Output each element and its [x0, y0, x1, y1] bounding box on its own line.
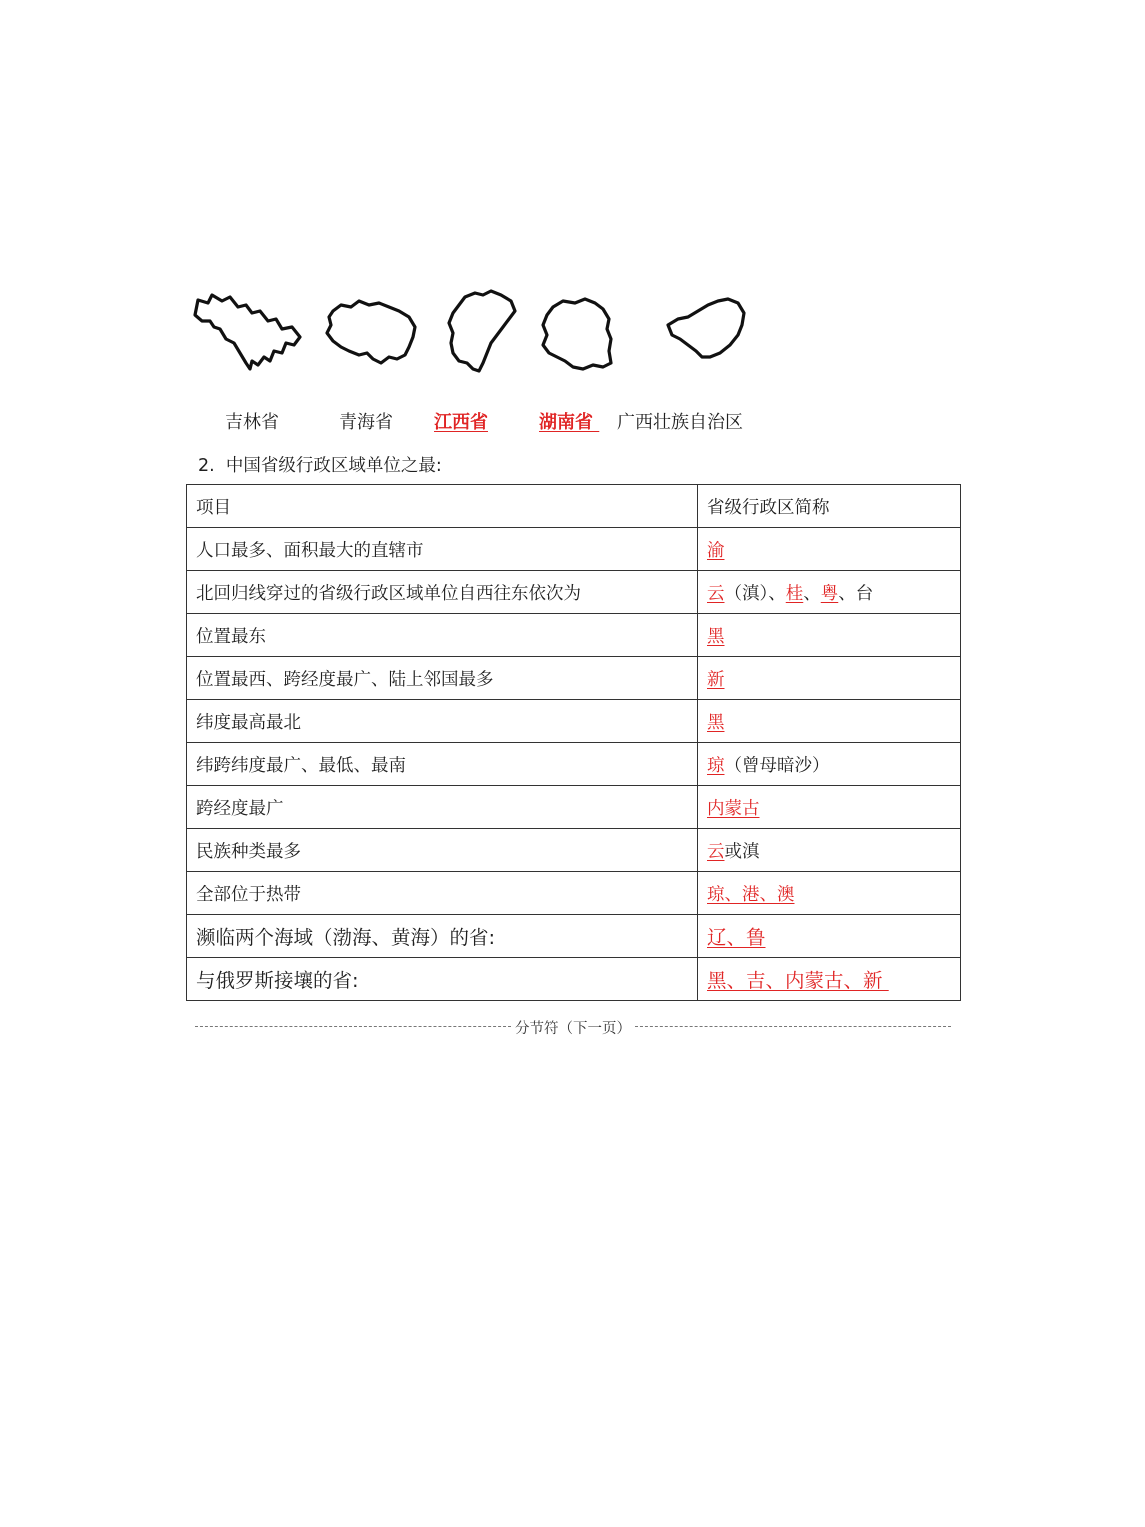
province-outlines: [185, 285, 765, 385]
province-label-jilin: 吉林省: [225, 412, 279, 433]
header-abbreviation: 省级行政区简称: [698, 485, 961, 528]
row-item: 人口最多、面积最大的直辖市: [187, 528, 698, 571]
province-label-qinghai: 青海省: [339, 412, 393, 433]
row-answer: [698, 571, 961, 614]
table-row: [187, 915, 961, 958]
answer-plain: 或滇: [724, 841, 760, 862]
section-break-label: 分节符（下一页）: [515, 1021, 631, 1037]
answer-red: 云: [707, 583, 725, 604]
qinghai-outline-icon: [323, 297, 419, 371]
province-label-jiangxi: 江西省: [434, 412, 488, 433]
answer-plain: （滇）、: [724, 583, 786, 604]
table-row: [187, 829, 961, 872]
table-row: [187, 571, 961, 614]
answer-red: 黑、吉、内蒙古、新: [707, 969, 889, 992]
answer-red: 内蒙古: [707, 798, 760, 819]
row-answer: [698, 915, 961, 958]
row-answer: [698, 528, 961, 571]
province-superlatives-table: [186, 484, 961, 1001]
table-row: [187, 657, 961, 700]
section-break: [195, 1016, 951, 1038]
row-item: 位置最西、跨经度最广、陆上邻国最多: [187, 657, 698, 700]
answer-red: 辽、鲁: [707, 926, 766, 949]
section-heading: 2. 中国省级行政区域单位之最:: [198, 456, 442, 476]
hunan-outline-icon: [537, 295, 617, 377]
table-row: [187, 743, 961, 786]
answer-plain: 、台: [838, 583, 874, 604]
row-answer: [698, 700, 961, 743]
answer-red: 粤: [820, 583, 839, 604]
table-row: [187, 528, 961, 571]
jilin-outline-icon: [190, 285, 302, 379]
province-label-guangxi: 广西壮族自治区: [617, 412, 743, 433]
table-row: [187, 872, 961, 915]
row-answer: [698, 743, 961, 786]
row-item: 纬度最高最北: [187, 700, 698, 743]
header-item: 项目: [187, 485, 698, 528]
table-header-row: [187, 485, 961, 528]
row-item: 全部位于热带: [187, 872, 698, 915]
table-row: [187, 614, 961, 657]
row-answer: [698, 614, 961, 657]
answer-red: 桂: [785, 583, 804, 604]
row-item: 位置最东: [187, 614, 698, 657]
row-item: 与俄罗斯接壤的省:: [187, 958, 698, 1001]
row-item: 民族种类最多: [187, 829, 698, 872]
guangxi-outline-icon: [662, 295, 748, 369]
row-item: 北回归线穿过的省级行政区域单位自西往东依次为: [187, 571, 698, 614]
section-break-line-right: [635, 1026, 951, 1027]
answer-plain: 、: [803, 583, 821, 604]
answer-red: 渝: [707, 540, 725, 561]
table-row: [187, 700, 961, 743]
answer-red: 琼: [707, 755, 725, 776]
row-answer: [698, 872, 961, 915]
table-row: [187, 786, 961, 829]
answer-red: 黑: [707, 712, 725, 733]
row-item: 纬跨纬度最广、最低、最南: [187, 743, 698, 786]
province-label-hunan: 湖南省: [539, 412, 600, 433]
answer-red: 黑: [707, 626, 725, 647]
answer-red: 新: [707, 669, 725, 690]
answer-red: 琼、港、澳: [707, 884, 795, 905]
row-item: 跨经度最广: [187, 786, 698, 829]
section-break-line-left: [195, 1026, 511, 1027]
table-row: [187, 958, 961, 1001]
answer-red: 云: [707, 841, 725, 862]
row-answer: [698, 958, 961, 1001]
jiangxi-outline-icon: [443, 287, 521, 379]
row-answer: [698, 657, 961, 700]
answer-plain: （曾母暗沙）: [724, 755, 830, 776]
row-answer: [698, 786, 961, 829]
row-item: 濒临两个海域（渤海、黄海）的省:: [187, 915, 698, 958]
row-answer: [698, 829, 961, 872]
